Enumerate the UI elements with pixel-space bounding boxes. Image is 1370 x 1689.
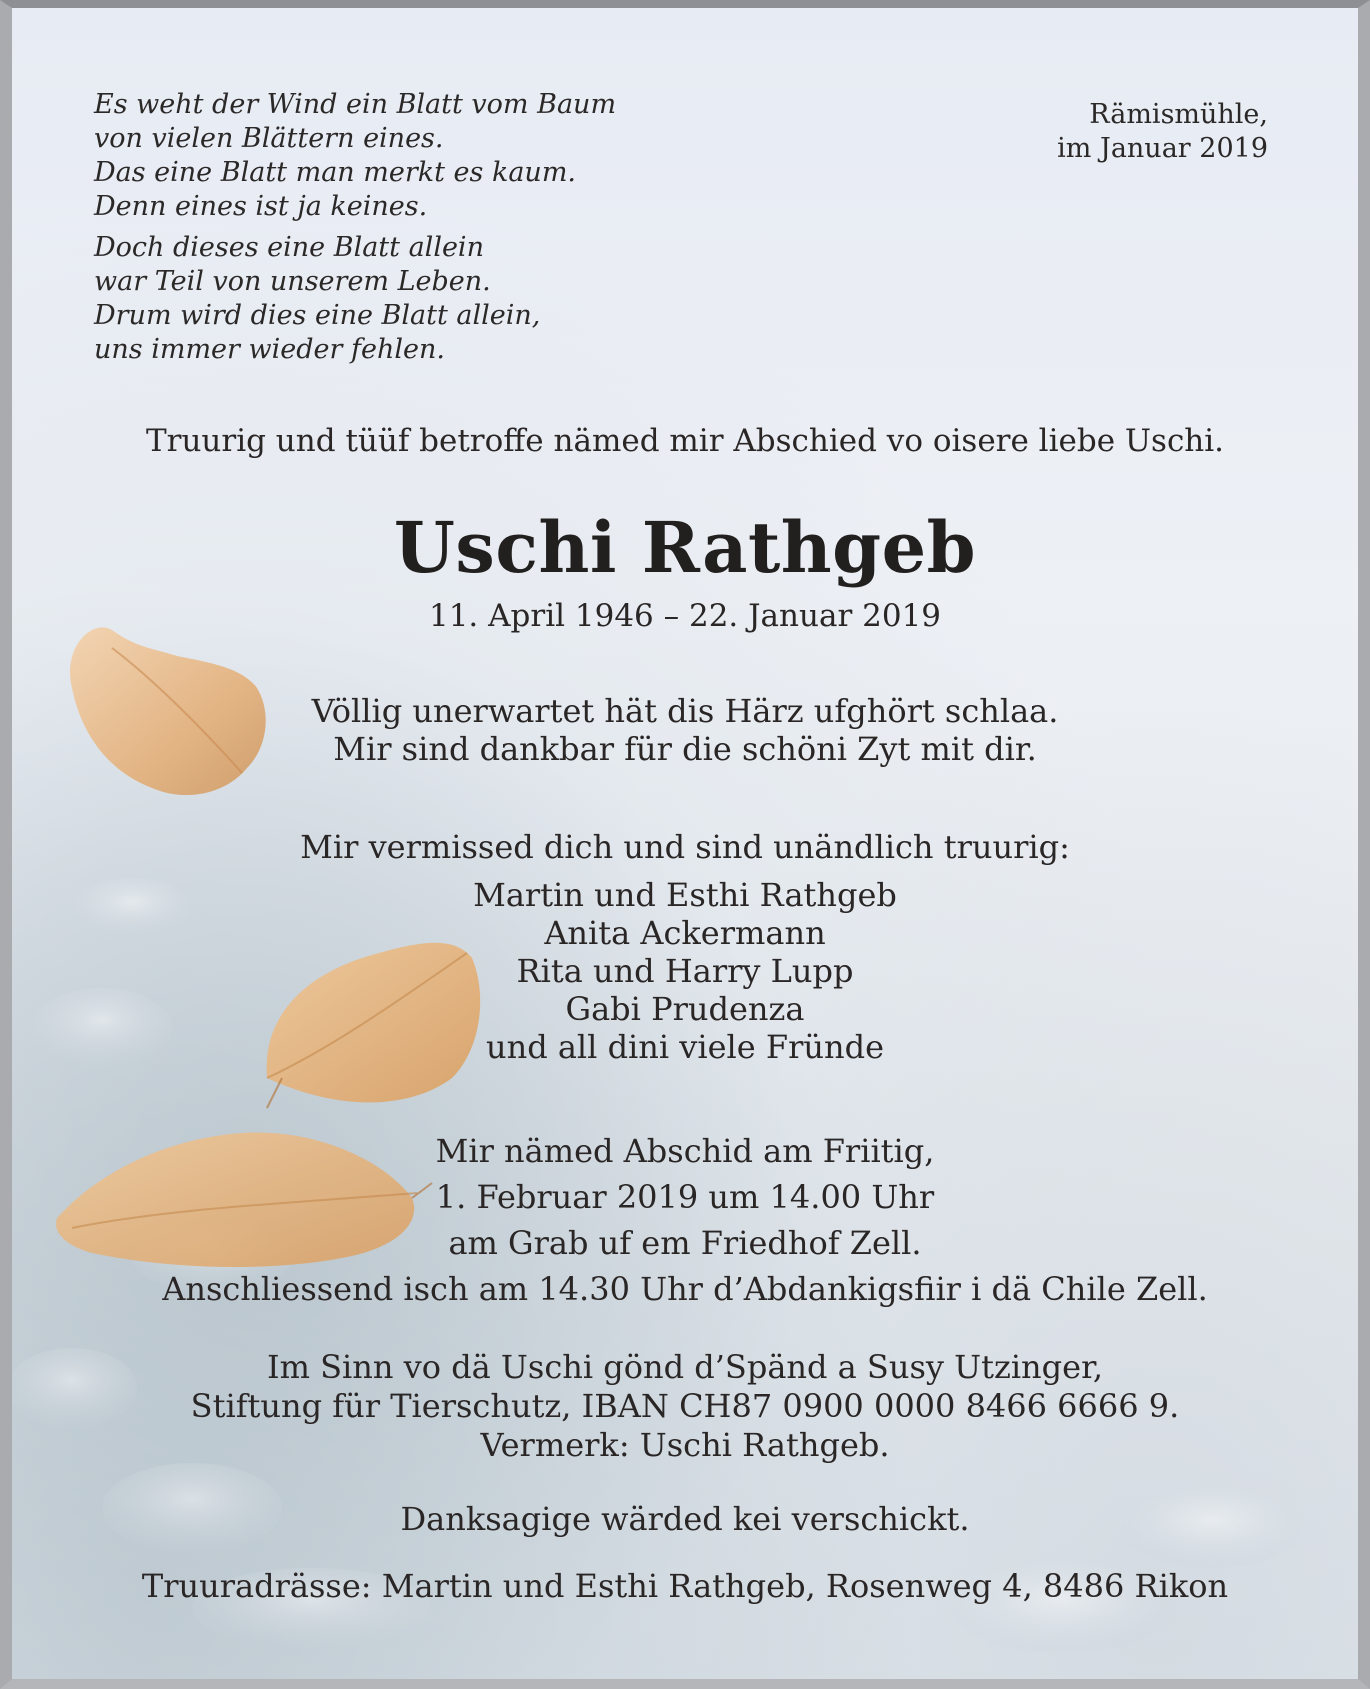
mourner-name: Martin und Esthi Rathgeb xyxy=(473,876,897,914)
service-line: Mir nämed Abschid am Friitig, xyxy=(435,1132,935,1170)
poem-line: Doch dieses eine Blatt allein xyxy=(94,232,484,263)
mourners-intro: Mir vermissed dich und sind unändlich truurig: xyxy=(300,828,1070,866)
donation-note xyxy=(12,1348,1358,1465)
date-line: im Januar 2019 xyxy=(1057,133,1268,164)
mourner-name: Anita Ackermann xyxy=(544,914,826,952)
obituary-notice xyxy=(12,8,1358,1679)
service-details xyxy=(12,1128,1358,1312)
poem-stanza xyxy=(94,231,616,367)
message-line: Völlig unerwartet hät dis Härz ufghört schlaa. xyxy=(311,692,1059,730)
mourner-name: Rita und Harry Lupp xyxy=(516,952,854,990)
poem xyxy=(94,88,616,374)
place-and-date xyxy=(1057,98,1268,166)
mourners-list xyxy=(12,876,1358,1066)
poem-stanza xyxy=(94,88,616,224)
farewell-message xyxy=(12,692,1358,768)
poem-line: uns immer wieder fehlen. xyxy=(94,334,445,365)
intro-text: Truurig und tüüf betroffe nämed mir Abschied vo oisere liebe Uschi. xyxy=(145,423,1225,459)
mourning-address: Truuradrässe: Martin und Esthi Rathgeb, Rosenweg 4, 8486 Rikon xyxy=(141,1567,1229,1605)
donation-line: Vermerk: Uschi Rathgeb. xyxy=(480,1426,890,1464)
message-line: Mir sind dankbar für die schöni Zyt mit dir. xyxy=(333,730,1037,768)
deceased-name: Uschi Rathgeb xyxy=(393,506,977,589)
mourner-name: Gabi Prudenza xyxy=(565,990,805,1028)
donation-line: Im Sinn vo dä Uschi gönd d’Spänd a Susy Utzinger, xyxy=(266,1348,1104,1386)
place-line: Rämismühle, xyxy=(1089,99,1268,130)
service-line: am Grab uf em Friedhof Zell. xyxy=(448,1224,922,1262)
service-line: Anschliessend isch am 14.30 Uhr d’Abdankigsfiir i dä Chile Zell. xyxy=(162,1270,1208,1308)
poem-line: Denn eines ist ja keines. xyxy=(94,191,428,222)
poem-line: von vielen Blättern eines. xyxy=(94,123,444,154)
poem-line: war Teil von unserem Leben. xyxy=(94,266,491,297)
thanks-note: Danksagige wärded kei verschickt. xyxy=(400,1500,970,1538)
poem-line: Es weht der Wind ein Blatt vom Baum xyxy=(94,89,617,120)
donation-line: Stiftung für Tierschutz, IBAN CH87 0900 0000 8466 6666 9. xyxy=(190,1387,1180,1425)
mourner-name: und all dini viele Fründe xyxy=(485,1028,885,1066)
poem-line: Das eine Blatt man merkt es kaum. xyxy=(94,157,577,188)
life-dates: 11. April 1946 – 22. Januar 2019 xyxy=(428,598,942,634)
poem-line: Drum wird dies eine Blatt allein, xyxy=(94,300,541,331)
service-line: 1. Februar 2019 um 14.00 Uhr xyxy=(435,1178,935,1216)
